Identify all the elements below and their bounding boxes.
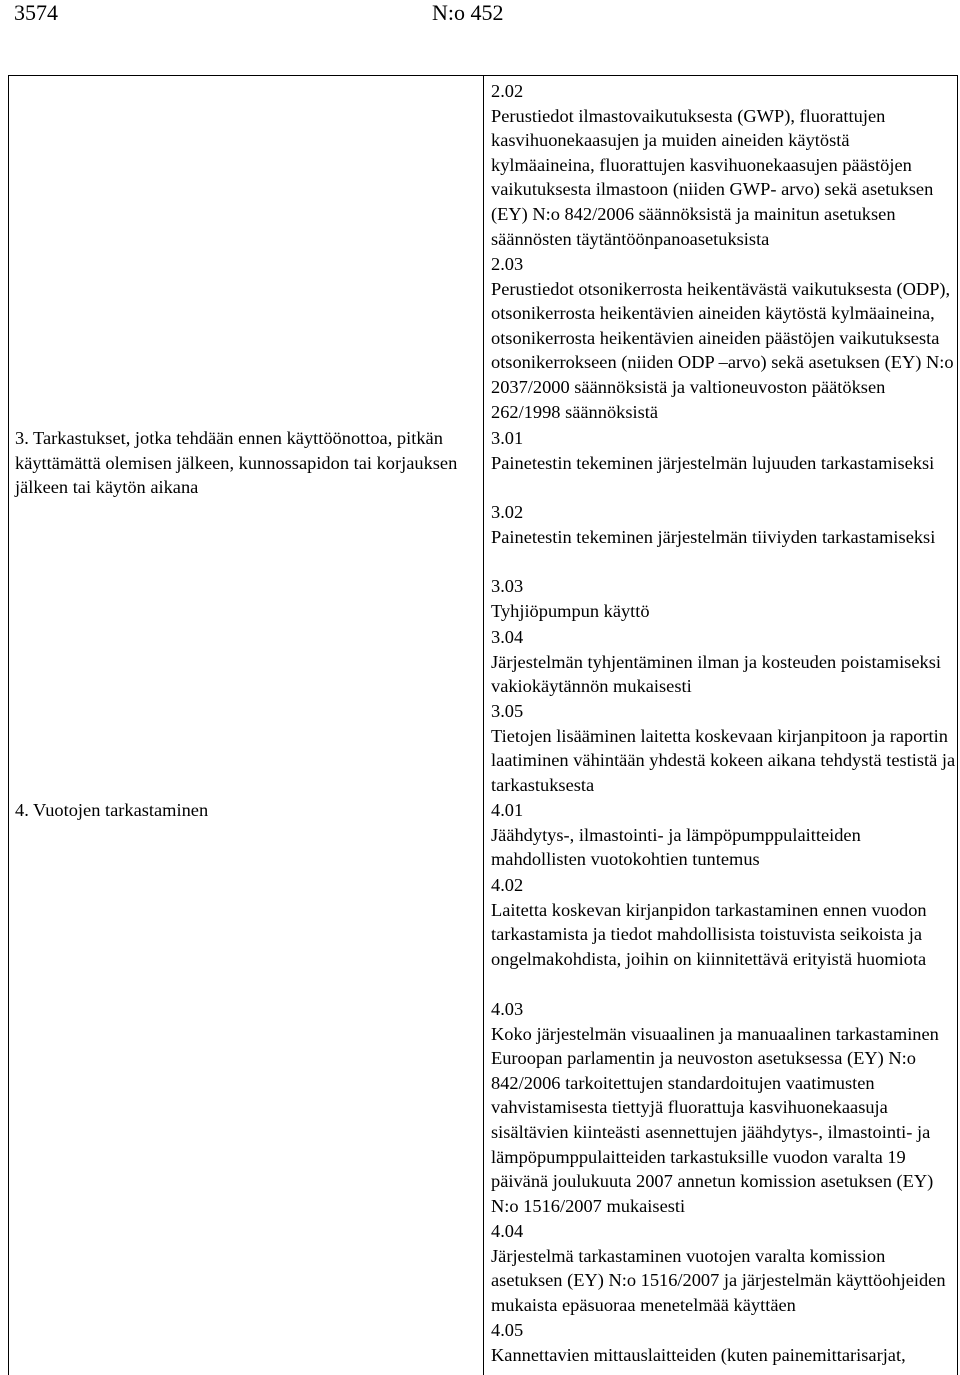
- item-code: 3.03: [491, 576, 524, 596]
- item-4-03: [491, 997, 957, 1218]
- item-text: Painetestin tekeminen järjestelmän tiiviyden tarkastamiseksi: [491, 526, 936, 547]
- item-code: 3.05: [491, 701, 524, 721]
- item-code: 3.04: [491, 627, 524, 647]
- item-code: 4.04: [491, 1221, 524, 1241]
- item-text: Painetestin tekeminen järjestelmän lujuuden tarkastamiseksi: [491, 452, 935, 473]
- item-text: Koko järjestelmän visuaalinen ja manuaalinen tarkastaminen Euroopan parlamentin ja neuvoston asetuksessa (EY) N:o 842/2006 tarkoitettujen standardoitujen vaatimusten vahvistamisesta tiettyjä fluorattuja kasvihuonekaasuja sisältävien kiinteästi asennettujen jäähdytys-, ilmastointi- ja lämpöpumppulaitteiden tarkastuksille vuodon varalta 19 päivänä joulukuuta 2007 annetun komission asetuksen (EY) N:o 1516/2007 mukaisesti: [491, 1023, 939, 1216]
- item-text: Kannettavien mittauslaitteiden (kuten painemittarisarjat,: [491, 1344, 906, 1365]
- item-3-04: [491, 625, 957, 699]
- column-divider: [483, 76, 484, 1375]
- section-title-3: 3. Tarkastukset, jotka tehdään ennen käyttöönottoa, pitkän käyttämättä olemisen jälkeen, kunnossapidon tai korjauksen jälkeen tai käytön aikana: [15, 428, 458, 498]
- item-text: Laitetta koskevan kirjanpidon tarkastaminen ennen vuodon tarkastamista ja tiedot mahdollisista toistuvista seikoista ja ongelmakohdista, joihin on kiinnitettävä erityistä huomiota: [491, 899, 927, 969]
- item-code: 2.02: [491, 81, 524, 101]
- item-3-03: [491, 574, 957, 623]
- item-2-03: [491, 252, 957, 424]
- item-text: Tyhjiöpumpun käyttö: [491, 600, 650, 621]
- item-text: Järjestelmä tarkastaminen vuotojen varalta komission asetuksen (EY) N:o 1516/2007 ja järjestelmän käyttöohjeiden mukaista epäsuoraa menetelmää käyttäen: [491, 1245, 946, 1315]
- item-text: Perustiedot ilmastovaikutuksesta (GWP), fluorattujen kasvihuonekaasujen ja muiden aineiden käytöstä kylmäaineina, fluorattujen kasvihuonekaasujen päästöjen vaikutuksesta ilmastoon (niiden GWP- arvo) sekä asetuksen (EY) N:o 842/2006 säännöksistä ja mainitun asetuksen säännösten täytäntöönpanoasetuksista: [491, 105, 934, 249]
- item-text: Perustiedot otsonikerrosta heikentävästä vaikutuksesta (ODP), otsonikerrosta heikentävien aineiden käytöstä kylmäaineina, otsonikerrosta heikentävien aineiden päästöjen vaikutuksesta otsonikerrokseen (niiden ODP –arvo) sekä asetuksen (EY) N:o 2037/2000 säännöksistä ja valtioneuvoston päätöksen 262/1998 säännöksistä: [491, 278, 954, 422]
- item-code: 4.03: [491, 999, 524, 1019]
- item-4-02: [491, 873, 957, 971]
- page-header: [14, 0, 614, 40]
- issue-number: N:o 452: [432, 0, 504, 25]
- item-3-01: [491, 426, 957, 475]
- item-2-02: [491, 79, 957, 251]
- item-4-05: [491, 1318, 957, 1367]
- item-code: 3.01: [491, 428, 524, 448]
- item-code: 4.05: [491, 1320, 524, 1340]
- item-code: 4.02: [491, 875, 524, 895]
- item-code: 2.03: [491, 254, 524, 274]
- item-text: Järjestelmän tyhjentäminen ilman ja kosteuden poistamiseksi vakiokäytännön mukaisesti: [491, 651, 941, 697]
- page-number: 3574: [14, 0, 58, 25]
- requirements-table: [8, 75, 958, 1375]
- item-code: 4.01: [491, 800, 524, 820]
- item-3-05: [491, 699, 957, 797]
- section-title-4: 4. Vuotojen tarkastaminen: [15, 800, 209, 820]
- item-4-01: [491, 798, 957, 872]
- item-4-04: [491, 1219, 957, 1317]
- item-code: 3.02: [491, 502, 524, 522]
- item-text: Tietojen lisääminen laitetta koskevaan kirjanpitoon ja raportin laatiminen vähintään yhdestä kokeen aikana tehdystä testistä ja tarkastuksesta: [491, 725, 956, 795]
- item-3-02: [491, 500, 957, 549]
- item-text: Jäähdytys-, ilmastointi- ja lämpöpumppulaitteiden mahdollisten vuotokohtien tuntemus: [491, 824, 861, 870]
